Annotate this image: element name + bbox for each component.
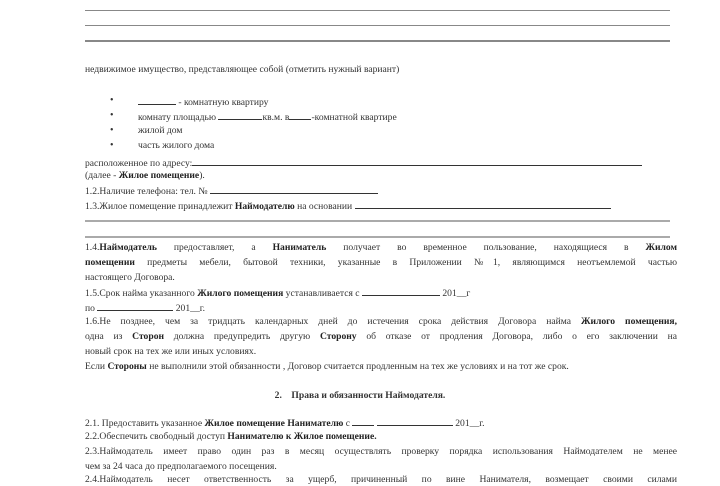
clause-1-4-cont bbox=[85, 257, 677, 269]
text: (далее - bbox=[85, 170, 119, 181]
t: 201__г bbox=[442, 288, 471, 299]
top-rule-1 bbox=[85, 10, 670, 11]
bullet-icon: • bbox=[110, 125, 114, 136]
t: об отказе от продления Договора, либо о его заключении на bbox=[356, 331, 677, 342]
t: по bbox=[85, 303, 95, 314]
clause-1-7 bbox=[85, 361, 569, 373]
t: Наймодатель bbox=[99, 242, 157, 253]
text: на основании bbox=[294, 201, 353, 212]
term: Жилое помещение bbox=[118, 170, 200, 181]
clause-2-1 bbox=[85, 416, 485, 430]
rule bbox=[85, 236, 670, 238]
option-apartment bbox=[138, 95, 268, 109]
t: должна предупредить другую bbox=[164, 331, 320, 342]
t: 1.4. bbox=[85, 242, 100, 253]
t: получает во временное пользование, находящиеся в bbox=[326, 242, 646, 253]
clause-1-6 bbox=[85, 316, 677, 328]
address-line bbox=[85, 156, 642, 170]
t: устанавливается с bbox=[283, 288, 360, 299]
phone-line bbox=[85, 184, 378, 198]
t: Жилом bbox=[645, 242, 677, 253]
clause-1-5 bbox=[85, 286, 470, 300]
intro-text: недвижимое имущество, представляющее собой (отметить нужный вариант) bbox=[85, 64, 400, 75]
t: предметы мебели, бытовой техники, указанные в Приложении №1, являющимся неотъемлемой частью bbox=[134, 257, 677, 268]
clause-1-6-cont bbox=[85, 331, 677, 343]
t: не выполнили этой обязанности , Договор считается продленным на тех же условиях и на тот же срок. bbox=[146, 361, 569, 372]
t: Жилое помещение Нанимателю bbox=[204, 418, 344, 429]
option-label: -комнатной квартире bbox=[311, 112, 397, 123]
option-label: кв.м. в bbox=[262, 112, 290, 123]
hereinafter-line bbox=[85, 170, 205, 182]
text: 1.3.Жилое помещение принадлежит bbox=[85, 201, 235, 212]
t: Сторон bbox=[132, 331, 165, 342]
t: Стороны bbox=[107, 361, 147, 372]
clause-2-3: 2.3.Наймодатель имеет право один раз в месяц осуществлять проверку порядка использования Наймодателем не менее bbox=[85, 446, 677, 457]
clause-1-5-end bbox=[85, 301, 205, 315]
t: Нанимателю к Жилое помещение. bbox=[227, 431, 377, 442]
clause-1-4-end: настоящего Договора. bbox=[85, 272, 175, 283]
clause-1-4 bbox=[85, 242, 677, 254]
t: 2.1. Предоставить указанное bbox=[85, 418, 205, 429]
t: одна из bbox=[85, 331, 133, 342]
clause-2-3-end: чем за 24 часа до предполагаемого посещения. bbox=[85, 461, 277, 472]
section-2-heading: 2. Права и обязанности Наймодателя. bbox=[274, 390, 446, 401]
bullet-icon: • bbox=[110, 110, 114, 121]
top-rule-3 bbox=[85, 40, 670, 42]
option-label: комнату площадью bbox=[138, 112, 217, 123]
option-house: жилой дом bbox=[138, 125, 183, 136]
term: Наймодателю bbox=[234, 201, 295, 212]
phone-label: 1.2.Наличие телефона: тел. № bbox=[85, 186, 208, 197]
option-label: - комнатную квартиру bbox=[178, 97, 269, 108]
option-room bbox=[138, 110, 397, 124]
t: Если bbox=[85, 361, 108, 372]
t: помещении bbox=[85, 257, 135, 268]
rule bbox=[85, 220, 670, 222]
top-rule-2 bbox=[85, 25, 670, 26]
ownership-line bbox=[85, 199, 611, 213]
address-label: расположенное по адресу: bbox=[85, 158, 193, 169]
clause-2-2 bbox=[85, 431, 377, 443]
clause-1-6-end: новый срок на тех же или иных условиях. bbox=[85, 346, 257, 357]
option-house-part: часть жилого дома bbox=[138, 140, 215, 151]
t: 2.2.Обеспечить свободный доступ bbox=[85, 431, 228, 442]
text: ). bbox=[199, 170, 205, 181]
clause-2-4: 2.4.Наймодатель несет ответственность за ущерб, причиненный по вине Нанимателя, возмещает своими силами bbox=[85, 474, 677, 485]
t: с bbox=[343, 418, 351, 429]
t: Жилого помещения, bbox=[580, 316, 677, 327]
t: предоставляет, а bbox=[156, 242, 273, 253]
bullet-icon: • bbox=[110, 140, 114, 151]
t: Жилого помещения bbox=[197, 288, 284, 299]
bullet-icon: • bbox=[110, 95, 114, 106]
t: Сторону bbox=[319, 331, 357, 342]
t: Наниматель bbox=[272, 242, 327, 253]
t: 201__г. bbox=[175, 303, 205, 314]
t: 201__г. bbox=[455, 418, 485, 429]
t: 1.6.Не позднее, чем за тридцать календарных дней до истечения срока действия Договора найма bbox=[85, 316, 581, 327]
t: 1.5.Срок найма указанного bbox=[85, 288, 198, 299]
